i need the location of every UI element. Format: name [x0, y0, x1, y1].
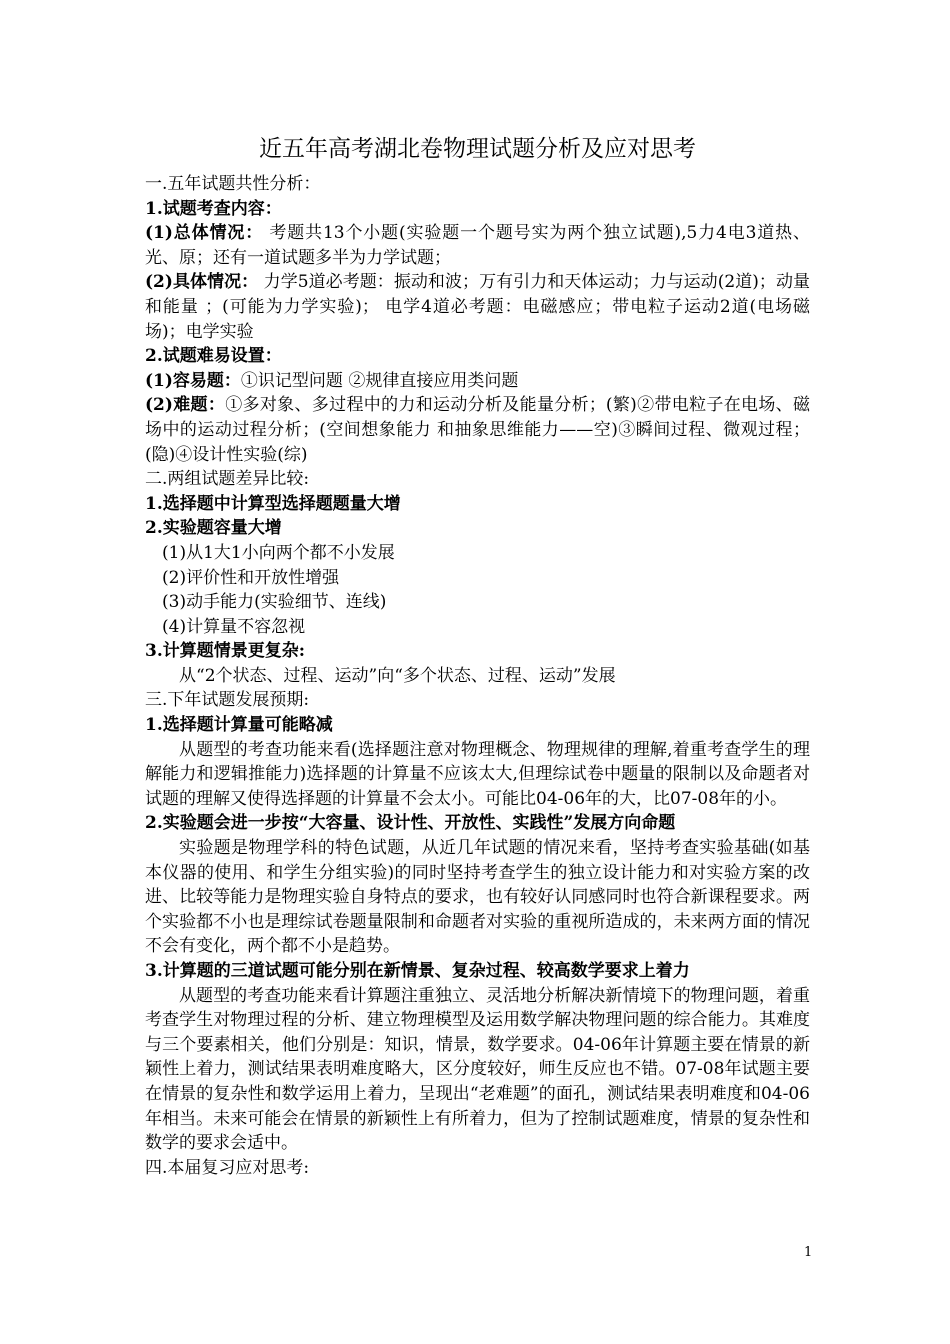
list-item: (1)从1大1小向两个都不小发展 — [162, 542, 395, 563]
paragraph-label: (2)难题： — [145, 395, 226, 416]
paragraph: 从题型的考查功能来看(选择题注意对物理概念、物理规律的理解,着重考查学生的理解能力和逻辑推能力)选择题的计算量不应该太大,但理综试卷中题量的限制以及命题者对试题的理解又使得选择题的计算量不会太小。可能比04-06年的大，比07-08年的小。 — [145, 739, 810, 809]
subheading: 2.试题难易设置： — [145, 346, 282, 367]
paragraph — [145, 369, 810, 394]
document-title: 近五年高考湖北卷物理试题分析及应对思考 — [259, 136, 696, 162]
paragraph — [145, 270, 810, 344]
paragraph-text: 考题共13个小题(实验题一个题号实为两个独立试题),5力4电3道热、光、原；还有一道试题多半为力学试题； — [145, 223, 810, 268]
section-heading-3: 三.下年试题发展预期: — [145, 690, 310, 711]
paragraph-text: 力学5道必考题：振动和波；万有引力和天体运动；力与运动(2道)；动量和能量 ；(可能为力学实验)； 电学4道必考题：电磁感应；带电粒子运动2道(电场磁场)；电学实验 — [145, 272, 810, 342]
subheading: 2.实验题容量大增 — [145, 518, 282, 539]
paragraph-label: (1)容易题： — [145, 370, 241, 391]
document-body — [145, 132, 810, 1180]
paragraph: 实验题是物理学科的特色试题，从近几年试题的情况来看，坚持考查实验基础(如基本仪器的使用、和学生分组实验)的同时坚持考查学生的独立设计能力和对实验方案的改进、比较等能力是物理实验自身特点的要求，也有较好认同感同时也符合新课程要求。两个实验都不小也是理综试卷题量限制和命题者对实验的重视所造成的，未来两方面的情况不会有变化，两个都不小是趋势。 — [145, 838, 810, 957]
subheading: 3.计算题的三道试题可能分别在新情景、复杂过程、较高数学要求上着力 — [145, 961, 690, 981]
section-heading-1: 一.五年试题共性分析： — [145, 174, 321, 194]
list-item: (4)计算量不容忽视 — [162, 616, 306, 637]
subheading: 1.试题考查内容： — [145, 198, 282, 219]
paragraph-label: (2)具体情况： — [145, 272, 259, 293]
list-item: (3)动手能力(实验细节、连线) — [162, 592, 387, 613]
list-item: (2)评价性和开放性增强 — [162, 567, 340, 588]
subheading: 1.选择题中计算型选择题题量大增 — [145, 493, 401, 514]
paragraph-label: (1)总体情况： — [145, 223, 264, 244]
paragraph-text: ①多对象、多过程中的力和运动分析及能量分析；(繁)②带电粒子在电场、磁场中的运动过程分析；(空间想象能力 和抽象思维能力——空)③瞬间过程、微观过程； (隐)④设计性实验(综) — [145, 395, 811, 465]
paragraph-text: ①识记型问题 ②规律直接应用类问题 — [240, 370, 519, 391]
paragraph: 从“2个状态、过程、运动”向“多个状态、过程、运动”发展 — [179, 665, 616, 686]
paragraph: 从题型的考查功能来看计算题注重独立、灵活地分析解决新情境下的物理问题，着重考查学生对物理过程的分析、建立物理模型及运用数学解决物理问题的综合能力。其难度与三个要素相关，他们分别是：知识，情景，数学要求。04-06年计算题主要在情景的新颖性上着力，测试结果表明难度略大，区分度较好，师生反应也不错。07-08年试题主要在情景的复杂性和数学运用上着力，呈现出“老难题”的面孔，测试结果表明难度和04-06年相当。未来可能会在情景的新颖性上有所着力，但为了控制试题难度，情景的复杂性和数学的要求会适中。 — [145, 985, 810, 1154]
paragraph — [145, 221, 810, 270]
subheading: 2.实验题会进一步按“大容量、设计性、开放性、实践性”发展方向命题 — [145, 813, 676, 834]
section-heading-4: 四.本届复习应对思考: — [145, 1157, 310, 1178]
subheading: 3.计算题情景更复杂: — [145, 641, 306, 662]
page-number: 1 — [804, 1245, 813, 1260]
subheading: 1.选择题计算量可能略减 — [145, 715, 333, 736]
paragraph — [145, 393, 810, 467]
section-heading-2: 二.两组试题差异比较: — [145, 469, 310, 490]
